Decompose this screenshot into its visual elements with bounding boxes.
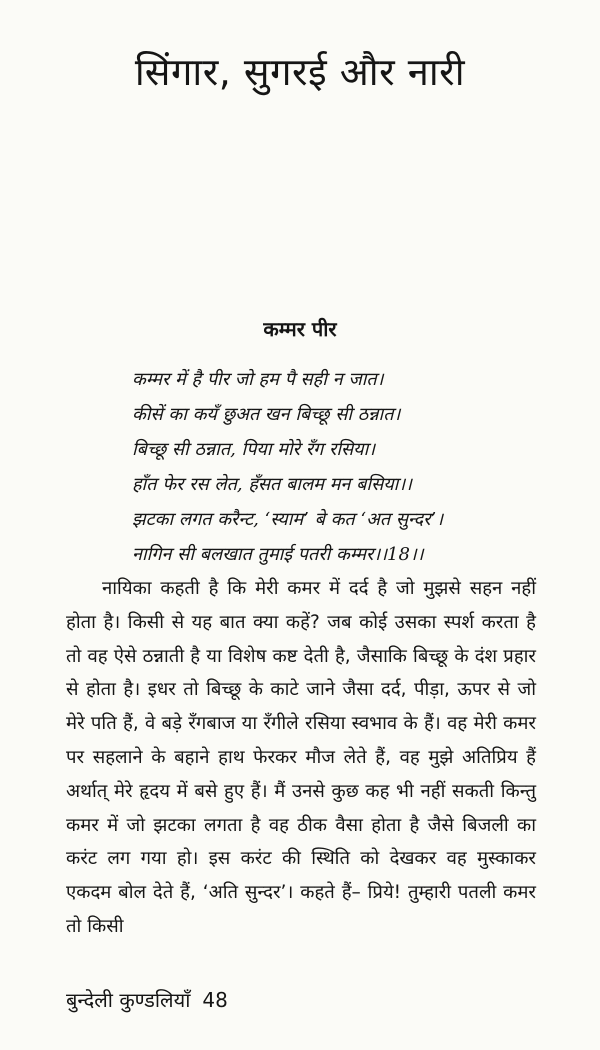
poem-stanza bbox=[132, 362, 532, 572]
commentary bbox=[66, 572, 536, 944]
poem-line: कीसें का कयँ छुअत खन बिच्छू सी ठन्नात। bbox=[132, 404, 401, 425]
page-number: 48 bbox=[202, 988, 228, 1012]
page-footer bbox=[66, 985, 228, 1015]
chapter-title: सिंगार, सुगरई और नारी bbox=[134, 50, 466, 94]
poem-line: बिच्छू सी ठन्नात, पिया मोरे रँग रसिया। bbox=[132, 439, 376, 460]
poem-title: कम्मर पीर bbox=[263, 317, 337, 341]
poem-line: हाँत फेर रस लेत, हँसत बालम मन बसिया।। bbox=[132, 474, 412, 495]
footer-book-title: बुन्देली कुण्डलियाँ bbox=[66, 988, 191, 1012]
poem-line: झटका लगत करैन्ट, ‘स्याम’ बे कत ‘अत सुन्दर’। bbox=[132, 509, 444, 530]
poem-line: कम्मर में है पीर जो हम पै सही न जात। bbox=[132, 369, 384, 390]
commentary-paragraph: नायिका कहती है कि मेरी कमर में दर्द है जो मुझसे सहन नहीं होता है। किसी से यह बात क्या कहें? जब कोई उसका स्पर्श करता है तो वह ऐसे ठन्नाती है या विशेष कष्ट देती है, जैसाकि बिच्छू के दंश प्रहार से होता है। इधर तो बिच्छू के काटे जाने जैसा दर्द, पीड़ा, ऊपर से जो मेरे पति हैं, वे बड़े रँगबाज या रँगीले रसिया स्वभाव के हैं। वह मेरी कमर पर सहलाने के बहाने हाथ फेरकर मौज लेते हैं, वह मुझे अतिप्रिय हैं अर्थात् मेरे हृदय में बसे हुए हैं। मैं उनसे कुछ कह भी नहीं सकती किन्तु कमर में जो झटका लगता है वह ठीक वैसा होता है जैसे बिजली का करंट लग गया हो। इस करंट की स्थिति को देखकर वह मुस्काकर एकदम बोल देते हैं, ‘अति सुन्दर’। कहते हैं– प्रिये! तुम्हारी पतली कमर तो किसी bbox=[66, 578, 536, 937]
poem-line: नागिन सी बलखात तुमाई पतरी कम्मर।।18।। bbox=[132, 544, 424, 565]
